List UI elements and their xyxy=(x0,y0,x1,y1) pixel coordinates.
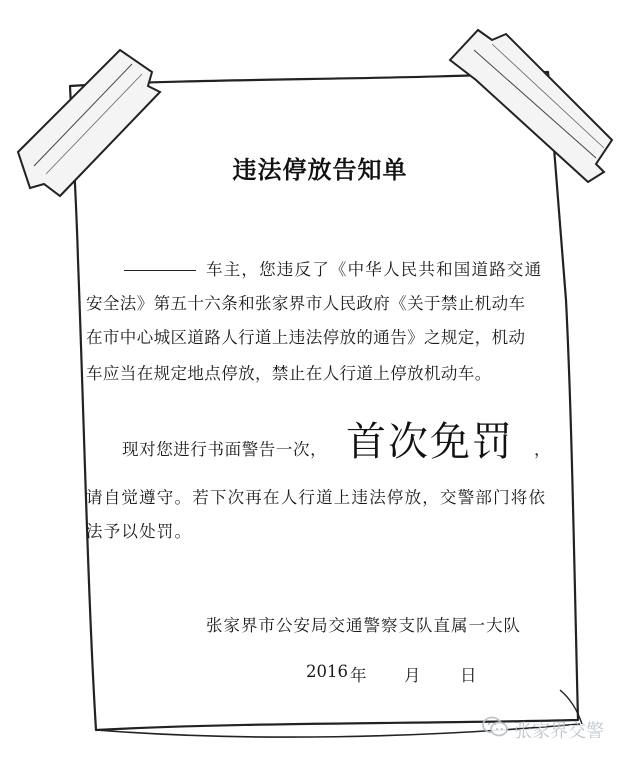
watermark-text: 张家界交警 xyxy=(514,720,604,742)
date-year-unit: 年 xyxy=(350,666,367,685)
watermark xyxy=(482,716,604,743)
paragraph2-lead: 现对您进行书面警告一次， xyxy=(122,440,328,459)
notice-title: 违法停放告知单 xyxy=(232,156,408,184)
date-day-unit: 日 xyxy=(460,666,477,685)
blank-owner-line xyxy=(124,270,196,271)
paragraph2-line3: 法予以处罚。 xyxy=(86,522,193,541)
first-offense-exempt: 首次免罚 xyxy=(346,419,514,465)
signature: 张家界市公安局交通警察支队直属一大队 xyxy=(206,616,521,635)
paragraph2-trail: ， xyxy=(534,440,551,459)
paragraph1-line2: 安全法》第五十六条和张家界市人民政府《关于禁止机动车 xyxy=(86,294,526,313)
paragraph1-line4: 车应当在规定地点停放，禁止在人行道上停放机动车。 xyxy=(86,364,492,383)
paragraph2-line2: 请自觉遵守。若下次再在人行道上违法停放，交警部门将依 xyxy=(86,488,547,507)
date-month-unit: 月 xyxy=(404,666,421,685)
paragraph1-line3: 在市中心城区道路人行道上违法停放的通告》之规定，机动 xyxy=(86,328,526,347)
date-year: 2016 xyxy=(306,662,348,681)
wechat-icon xyxy=(482,716,508,743)
paragraph1-line1: 车主，您违反了《中华人民共和国道路交通 xyxy=(206,260,543,279)
